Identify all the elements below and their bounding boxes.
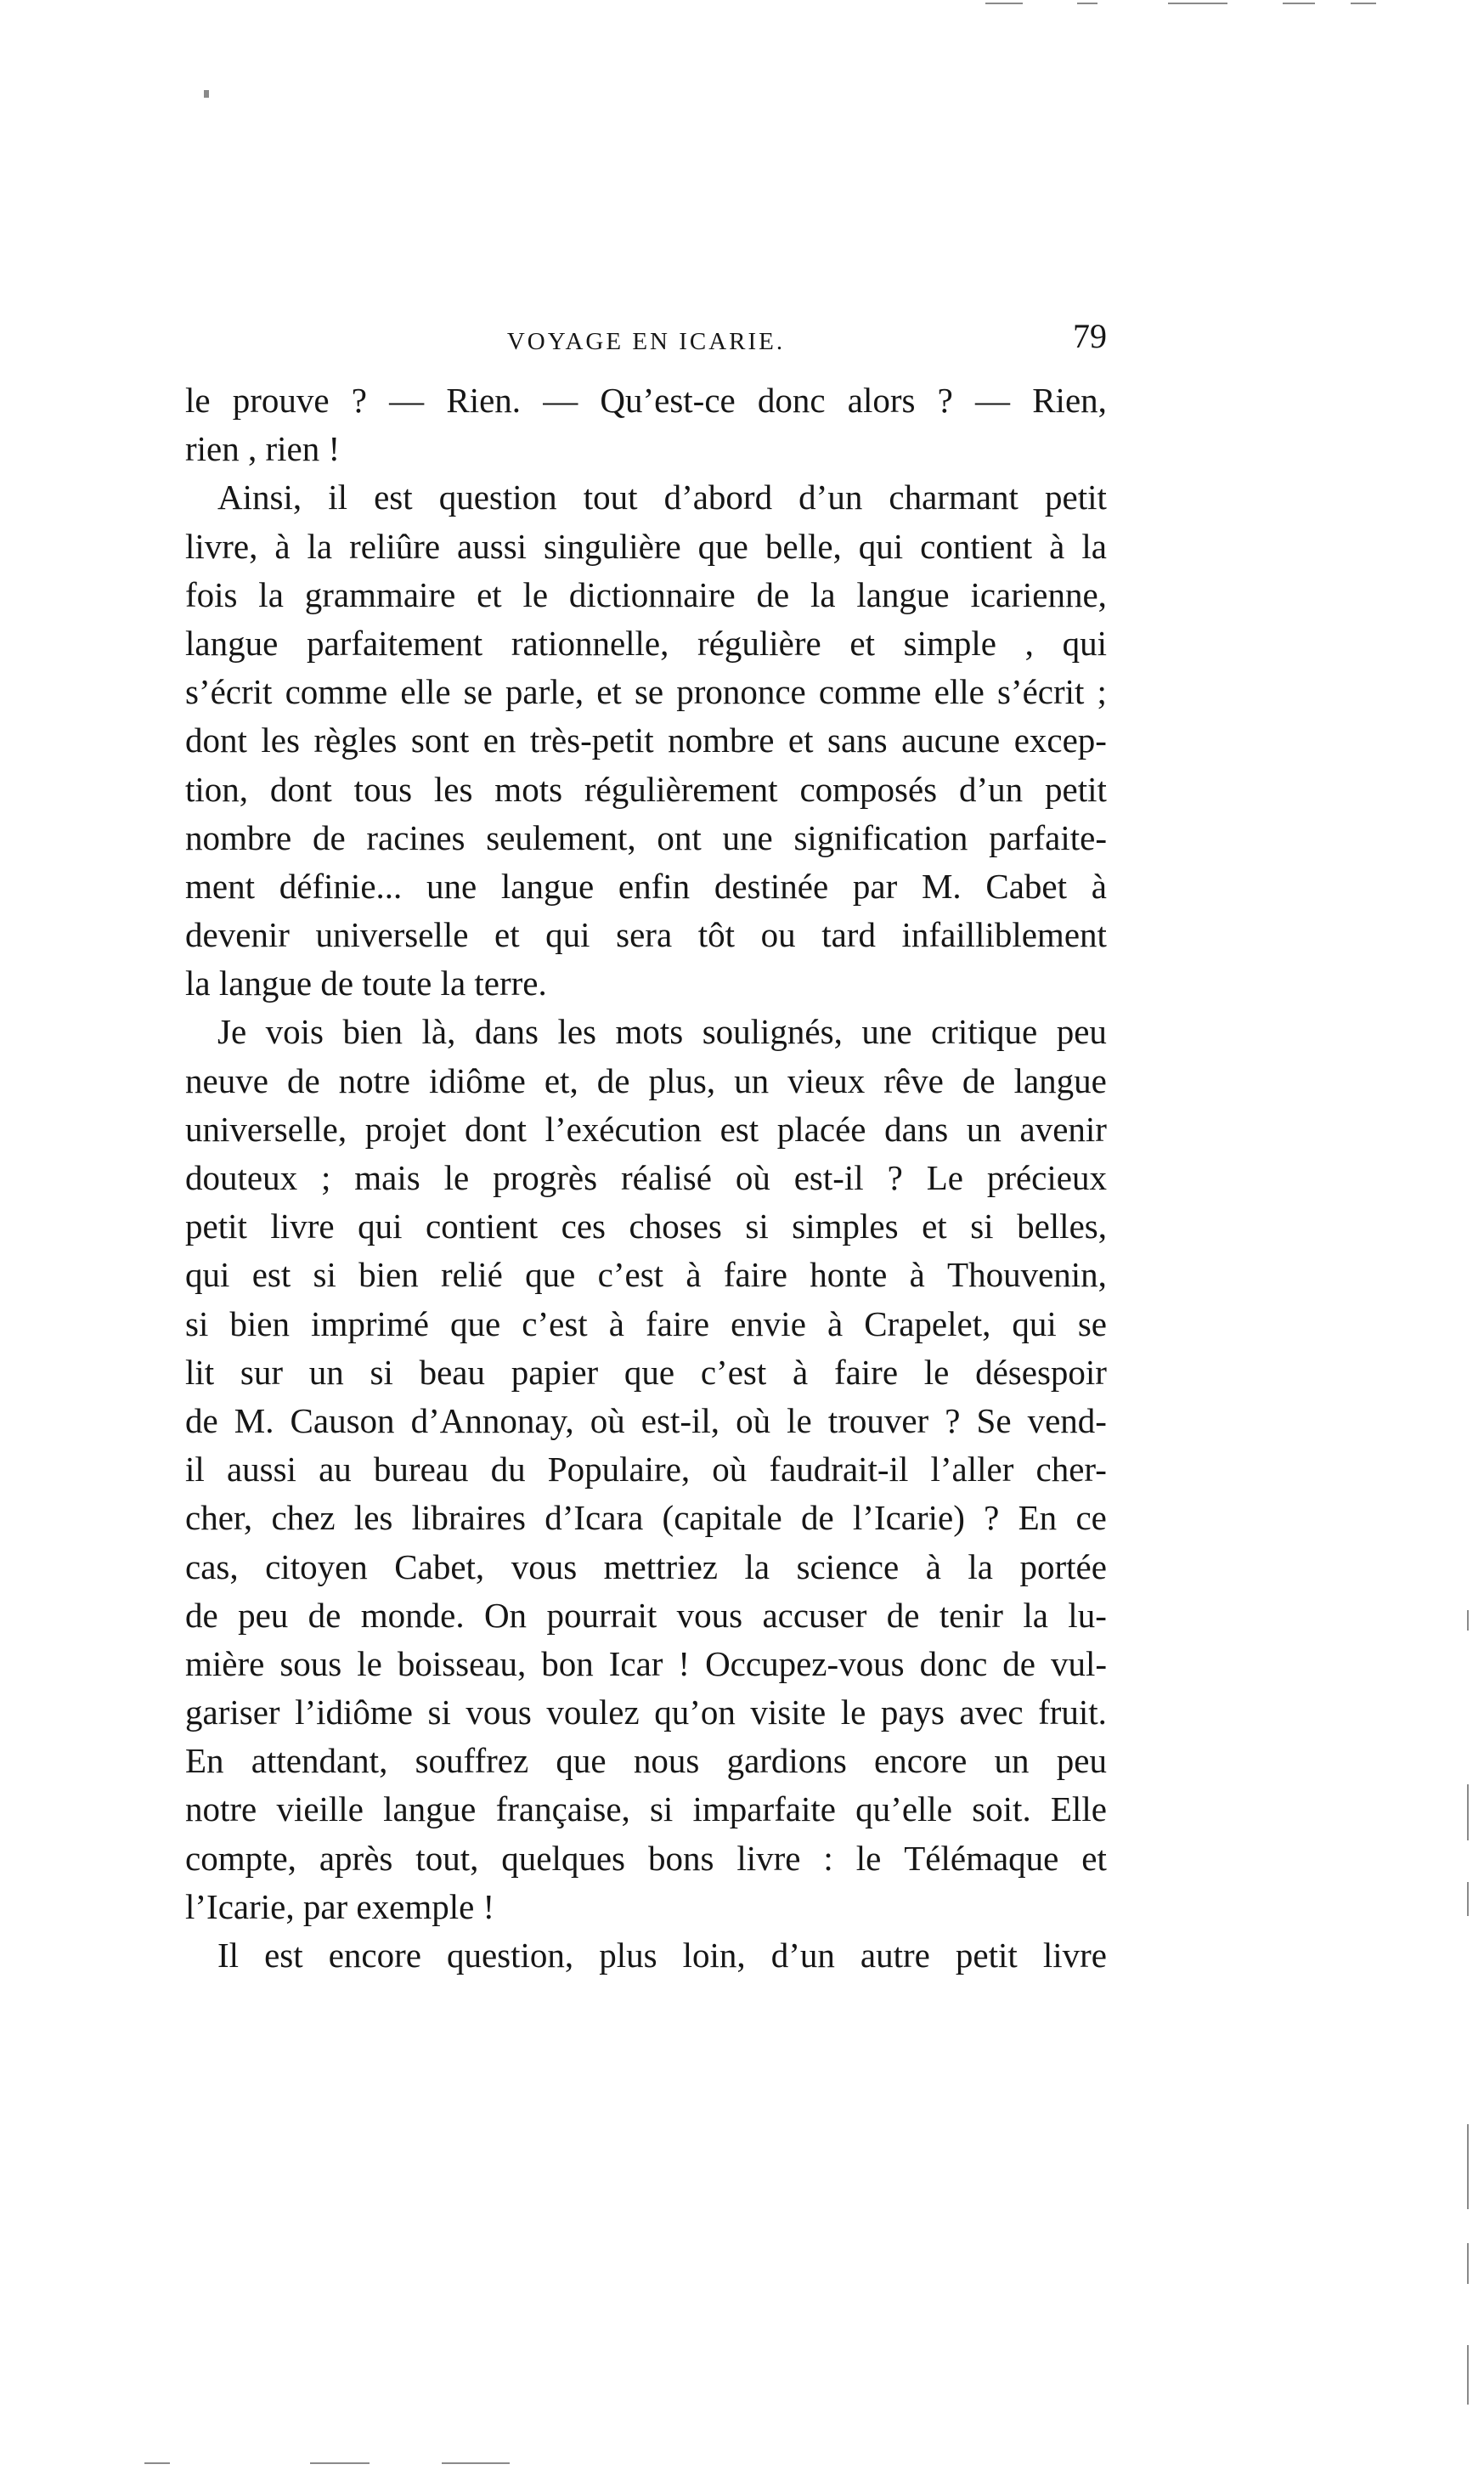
text-line: rien , rien ! <box>185 429 341 469</box>
scan-margin-tick <box>1467 2243 1469 2284</box>
scan-rule <box>442 2462 510 2464</box>
scan-margin-tick <box>1467 1784 1469 1840</box>
text-line: fois la grammaire et le dictionnaire de la langue icarienne, <box>185 574 1107 614</box>
text-line: si bien imprimé que c’est à faire envie à Crapelet, qui se <box>185 1303 1107 1343</box>
text-line: ment définie... une langue enfin destinée par M. Cabet à <box>185 866 1107 906</box>
scan-rule <box>985 3 1023 4</box>
scan-speck <box>204 90 209 98</box>
text-line: qui est si bien relié que c’est à faire honte à Thouvenin, <box>185 1255 1107 1295</box>
text-line: l’Icarie, par exemple ! <box>185 1886 495 1926</box>
body-text <box>185 376 1107 1980</box>
text-line: langue parfaitement rationnelle, régulière et simple , qui <box>185 623 1107 663</box>
scan-margin-tick <box>1467 1610 1469 1631</box>
text-line: lit sur un si beau papier que c’est à faire le désespoir <box>185 1352 1107 1392</box>
text-line: petit livre qui contient ces choses si simples et si belles, <box>185 1207 1107 1246</box>
scan-rule <box>1351 3 1376 4</box>
text-line: le prouve ? — Rien. — Qu’est-ce donc alors ? — Rien, <box>185 381 1107 420</box>
text-line: Il est encore question, plus loin, d’un autre petit livre <box>217 1936 1107 1975</box>
text-line: cas, citoyen Cabet, vous mettriez la science à la portée <box>185 1546 1107 1586</box>
text-line: dont les règles sont en très-petit nombre et sans aucune excep- <box>185 721 1107 760</box>
scan-rule <box>1168 3 1227 4</box>
text-line: devenir universelle et qui sera tôt ou tard infailliblement <box>185 915 1107 955</box>
text-line: de M. Causon d’Annonay, où est-il, où le trouver ? Se vend- <box>185 1400 1107 1440</box>
text-line: mière sous le boisseau, bon Icar ! Occupez-vous donc de vul- <box>185 1643 1107 1683</box>
scan-margin-tick <box>1467 1882 1469 1916</box>
text-line: la langue de toute la terre. <box>185 964 547 1003</box>
text-line: nombre de racines seulement, ont une signification parfaite- <box>185 817 1107 857</box>
page-number: 79 <box>1073 317 1107 355</box>
scan-rule <box>144 2462 170 2464</box>
text-line: douteux ; mais le progrès réalisé où est-il ? Le précieux <box>185 1158 1107 1197</box>
text-line: En attendant, souffrez que nous gardions encore un peu <box>185 1741 1107 1781</box>
text-line: notre vieille langue française, si imparfaite qu’elle soit. Elle <box>185 1789 1107 1829</box>
scan-rule <box>310 2462 370 2464</box>
scan-margin-tick <box>1467 2124 1469 2209</box>
text-line: Ainsi, il est question tout d’abord d’un charmant petit <box>217 478 1107 517</box>
scan-rule <box>1283 3 1315 4</box>
text-line: de peu de monde. On pourrait vous accuser de tenir la lu- <box>185 1595 1107 1635</box>
text-line: il aussi au bureau du Populaire, où faudrait-il l’aller cher- <box>185 1450 1107 1489</box>
text-line: compte, après tout, quelques bons livre : le Télémaque et <box>185 1838 1107 1878</box>
text-line: neuve de notre idiôme et, de plus, un vieux rêve de langue <box>185 1060 1107 1100</box>
page-header <box>185 316 1107 367</box>
text-line: cher, chez les libraires d’Icara (capitale de l’Icarie) ? En ce <box>185 1498 1107 1538</box>
text-line: s’écrit comme elle se parle, et se prononce comme elle s’écrit ; <box>185 672 1107 712</box>
scan-rule <box>1077 3 1097 4</box>
text-line: tion, dont tous les mots régulièrement composés d’un petit <box>185 769 1107 809</box>
text-line: gariser l’idiôme si vous voulez qu’on visite le pays avec fruit. <box>185 1693 1107 1732</box>
text-line: Je vois bien là, dans les mots soulignés, une critique peu <box>217 1012 1107 1052</box>
running-title: VOYAGE EN ICARIE. <box>506 328 786 355</box>
text-line: universelle, projet dont l’exécution est placée dans un avenir <box>185 1109 1107 1149</box>
text-line: livre, à la reliûre aussi singulière que belle, qui contient à la <box>185 526 1107 566</box>
scan-margin-tick <box>1467 2345 1469 2405</box>
